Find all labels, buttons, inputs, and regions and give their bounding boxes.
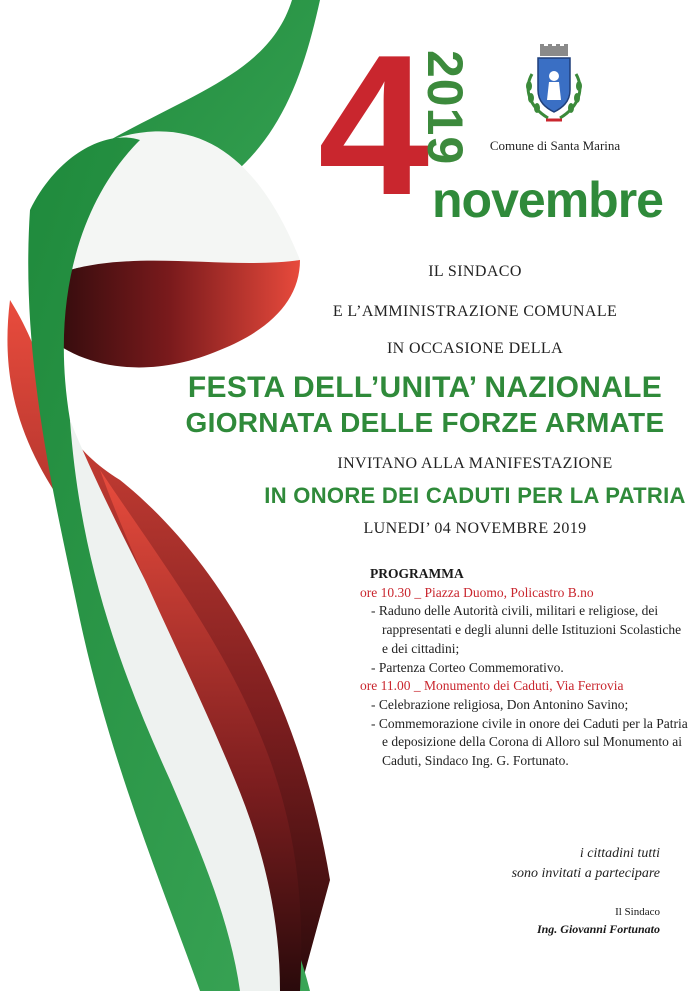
day-number: 4 bbox=[318, 14, 424, 237]
year-vertical: 2019 bbox=[417, 50, 473, 166]
closing-line-2: sono invitati a partecipare bbox=[511, 866, 660, 881]
event-date: LUNEDI’ 04 NOVEMBRE 2019 bbox=[363, 520, 587, 537]
festa-heading: FESTA DELL’UNITA’ NAZIONALE bbox=[187, 371, 663, 404]
program-item: - Partenza Corteo Commemorativo. bbox=[371, 659, 564, 675]
program-time-2: ore 11.00 _ Monumento dei Caduti, Via Ferrovia bbox=[360, 678, 624, 694]
intro-line-2: E L’AMMINISTRAZIONE COMUNALE bbox=[332, 303, 618, 320]
program-time-1: ore 10.30 _ Piazza Duomo, Policastro B.no bbox=[360, 584, 594, 600]
month-title: novembre bbox=[432, 172, 663, 228]
program-item: - Commemorazione civile in onore dei Caduti per la Patria e deposizione della Corona di Alloro sul Monumento ai Caduti, Sindaco Ing. G. Fortunato. bbox=[371, 715, 688, 769]
intro-line-3: IN OCCASIONE DELLA bbox=[386, 340, 564, 357]
program-item: - Celebrazione religiosa, Don Antonino Savino; bbox=[371, 696, 629, 712]
program-title: PROGRAMMA bbox=[370, 566, 464, 581]
comune-name: Comune di Santa Marina bbox=[489, 138, 621, 153]
program-section bbox=[360, 565, 690, 771]
municipal-crest-icon bbox=[518, 44, 590, 134]
giornata-heading: GIORNATA DELLE FORZE ARMATE bbox=[185, 407, 665, 438]
program-item: - Raduno delle Autorità civili, militari e religiose, dei rappresentati e degli alunni delle Istituzioni Scolastiche e dei cittadini; bbox=[371, 603, 682, 656]
closing-line-1: i cittadini tutti bbox=[579, 846, 660, 861]
onore-heading: IN ONORE DEI CADUTI PER LA PATRIA bbox=[264, 483, 686, 508]
signature-name: Ing. Giovanni Fortunato bbox=[536, 922, 660, 936]
signature-role: Il Sindaco bbox=[615, 906, 660, 918]
intro-line-1: IL SINDACO bbox=[428, 263, 522, 280]
invitano-line: INVITANO ALLA MANIFESTAZIONE bbox=[337, 455, 613, 472]
